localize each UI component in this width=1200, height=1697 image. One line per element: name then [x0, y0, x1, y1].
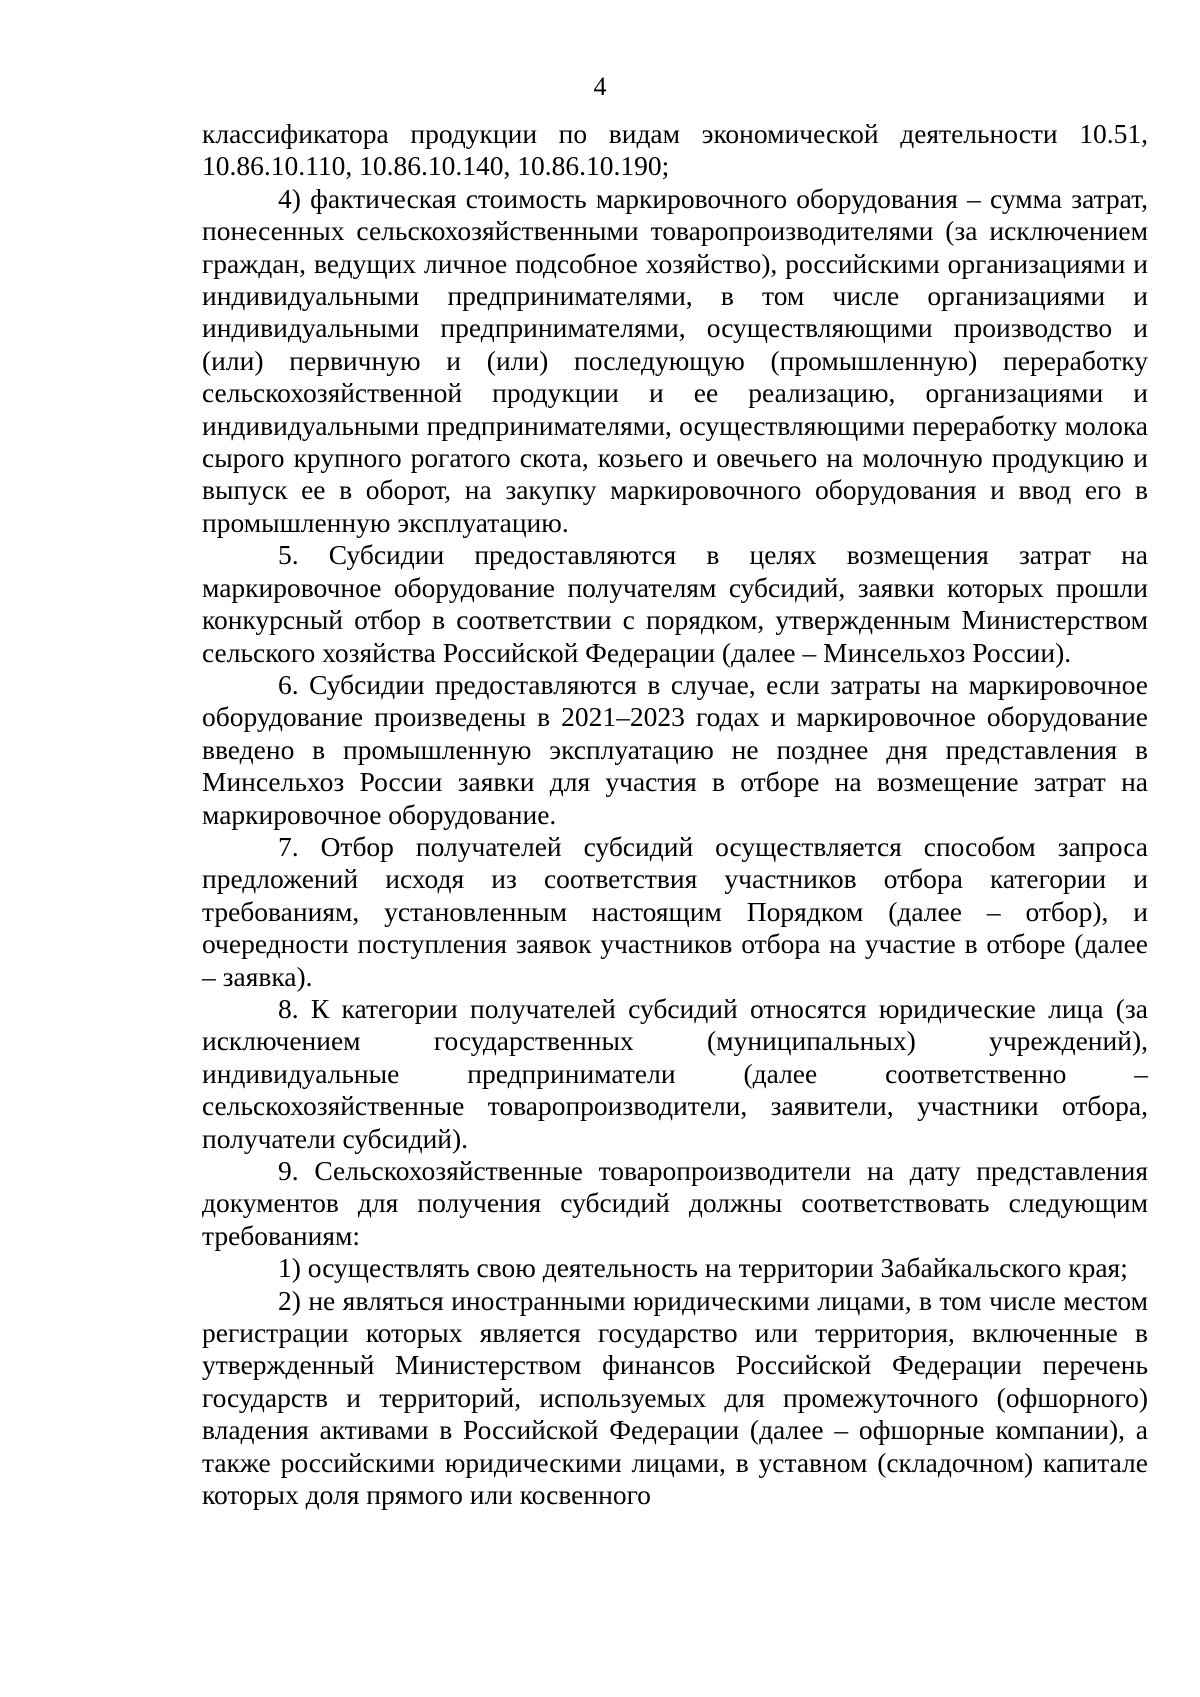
paragraph-clause-8: 8. К категории получателей субсидий относятся юридические лица (за исключением государственных (муниципальных) учреждений), индивидуальные предприниматели (далее соответственно – сельскохозяйственные товаропроизводители, заявители, участники отбора, получатели субсидий).	[202, 992, 1148, 1154]
paragraph-clause-7: 7. Отбор получателей субсидий осуществляется способом запроса предложений исходя из соответствия участников отбора категории и требованиям, установленным настоящим Порядком (далее – отбор), и очередности поступления заявок участников отбора на участие в отборе (далее – заявка).	[202, 830, 1148, 992]
paragraph-clause-6: 6. Субсидии предоставляются в случае, если затраты на маркировочное оборудование произведены в 2021–2023 годах и маркировочное оборудование введено в промышленную эксплуатацию не позднее дня представления в Минсельхоз России заявки для участия в отборе на возмещение затрат на маркировочное оборудование.	[202, 668, 1148, 830]
paragraph-subitem-1: 1) осуществлять свою деятельность на территории Забайкальского края;	[278, 1252, 1128, 1284]
paragraph-clause-9: 9. Сельскохозяйственные товаропроизводители на дату представления документов для получения субсидий должны соответствовать следующим требованиям:	[202, 1155, 1148, 1251]
document-body	[202, 118, 1148, 1511]
paragraph-continuation: классификатора продукции по видам экономической деятельности 10.51, 10.86.10.110, 10.86.10.140, 10.86.10.190;	[202, 118, 1148, 182]
paragraph-subitem-2: 2) не являться иностранными юридическими лицами, в том числе местом регистрации которых является государство или территория, включенные в утвержденный Министерством финансов Российской Федерации перечень государств и территорий, используемых для промежуточного (офшорного) владения активами в Российской Федерации (далее – офшорные компании), а также российскими юридическими лицами, в уставном (складочном) капитале которых доля прямого или косвенного	[202, 1284, 1148, 1511]
paragraph-item-4: 4) фактическая стоимость маркировочного оборудования – сумма затрат, понесенных сельскохозяйственными товаропроизводителями (за исключением граждан, ведущих личное подсобное хозяйство), российскими организациями и индивидуальными предпринимателями, в том числе организациями и индивидуальными предпринимателями, осуществляющими производство и (или) первичную и (или) последующую (промышленную) переработку сельскохозяйственной продукции и ее реализацию, организациями и индивидуальными предпринимателями, осуществляющими переработку молока сырого крупного рогатого скота, козьего и овечьего на молочную продукцию и выпуск ее в оборот, на закупку маркировочного оборудования и ввод его в промышленную эксплуатацию.	[202, 182, 1148, 538]
paragraph-clause-5: 5. Субсидии предоставляются в целях возмещения затрат на маркировочное оборудование получателям субсидий, заявки которых прошли конкурсный отбор в соответствии с порядком, утвержденным Министерством сельского хозяйства Российской Федерации (далее – Минсельхоз России).	[202, 539, 1148, 668]
page-number: 4	[593, 72, 607, 101]
